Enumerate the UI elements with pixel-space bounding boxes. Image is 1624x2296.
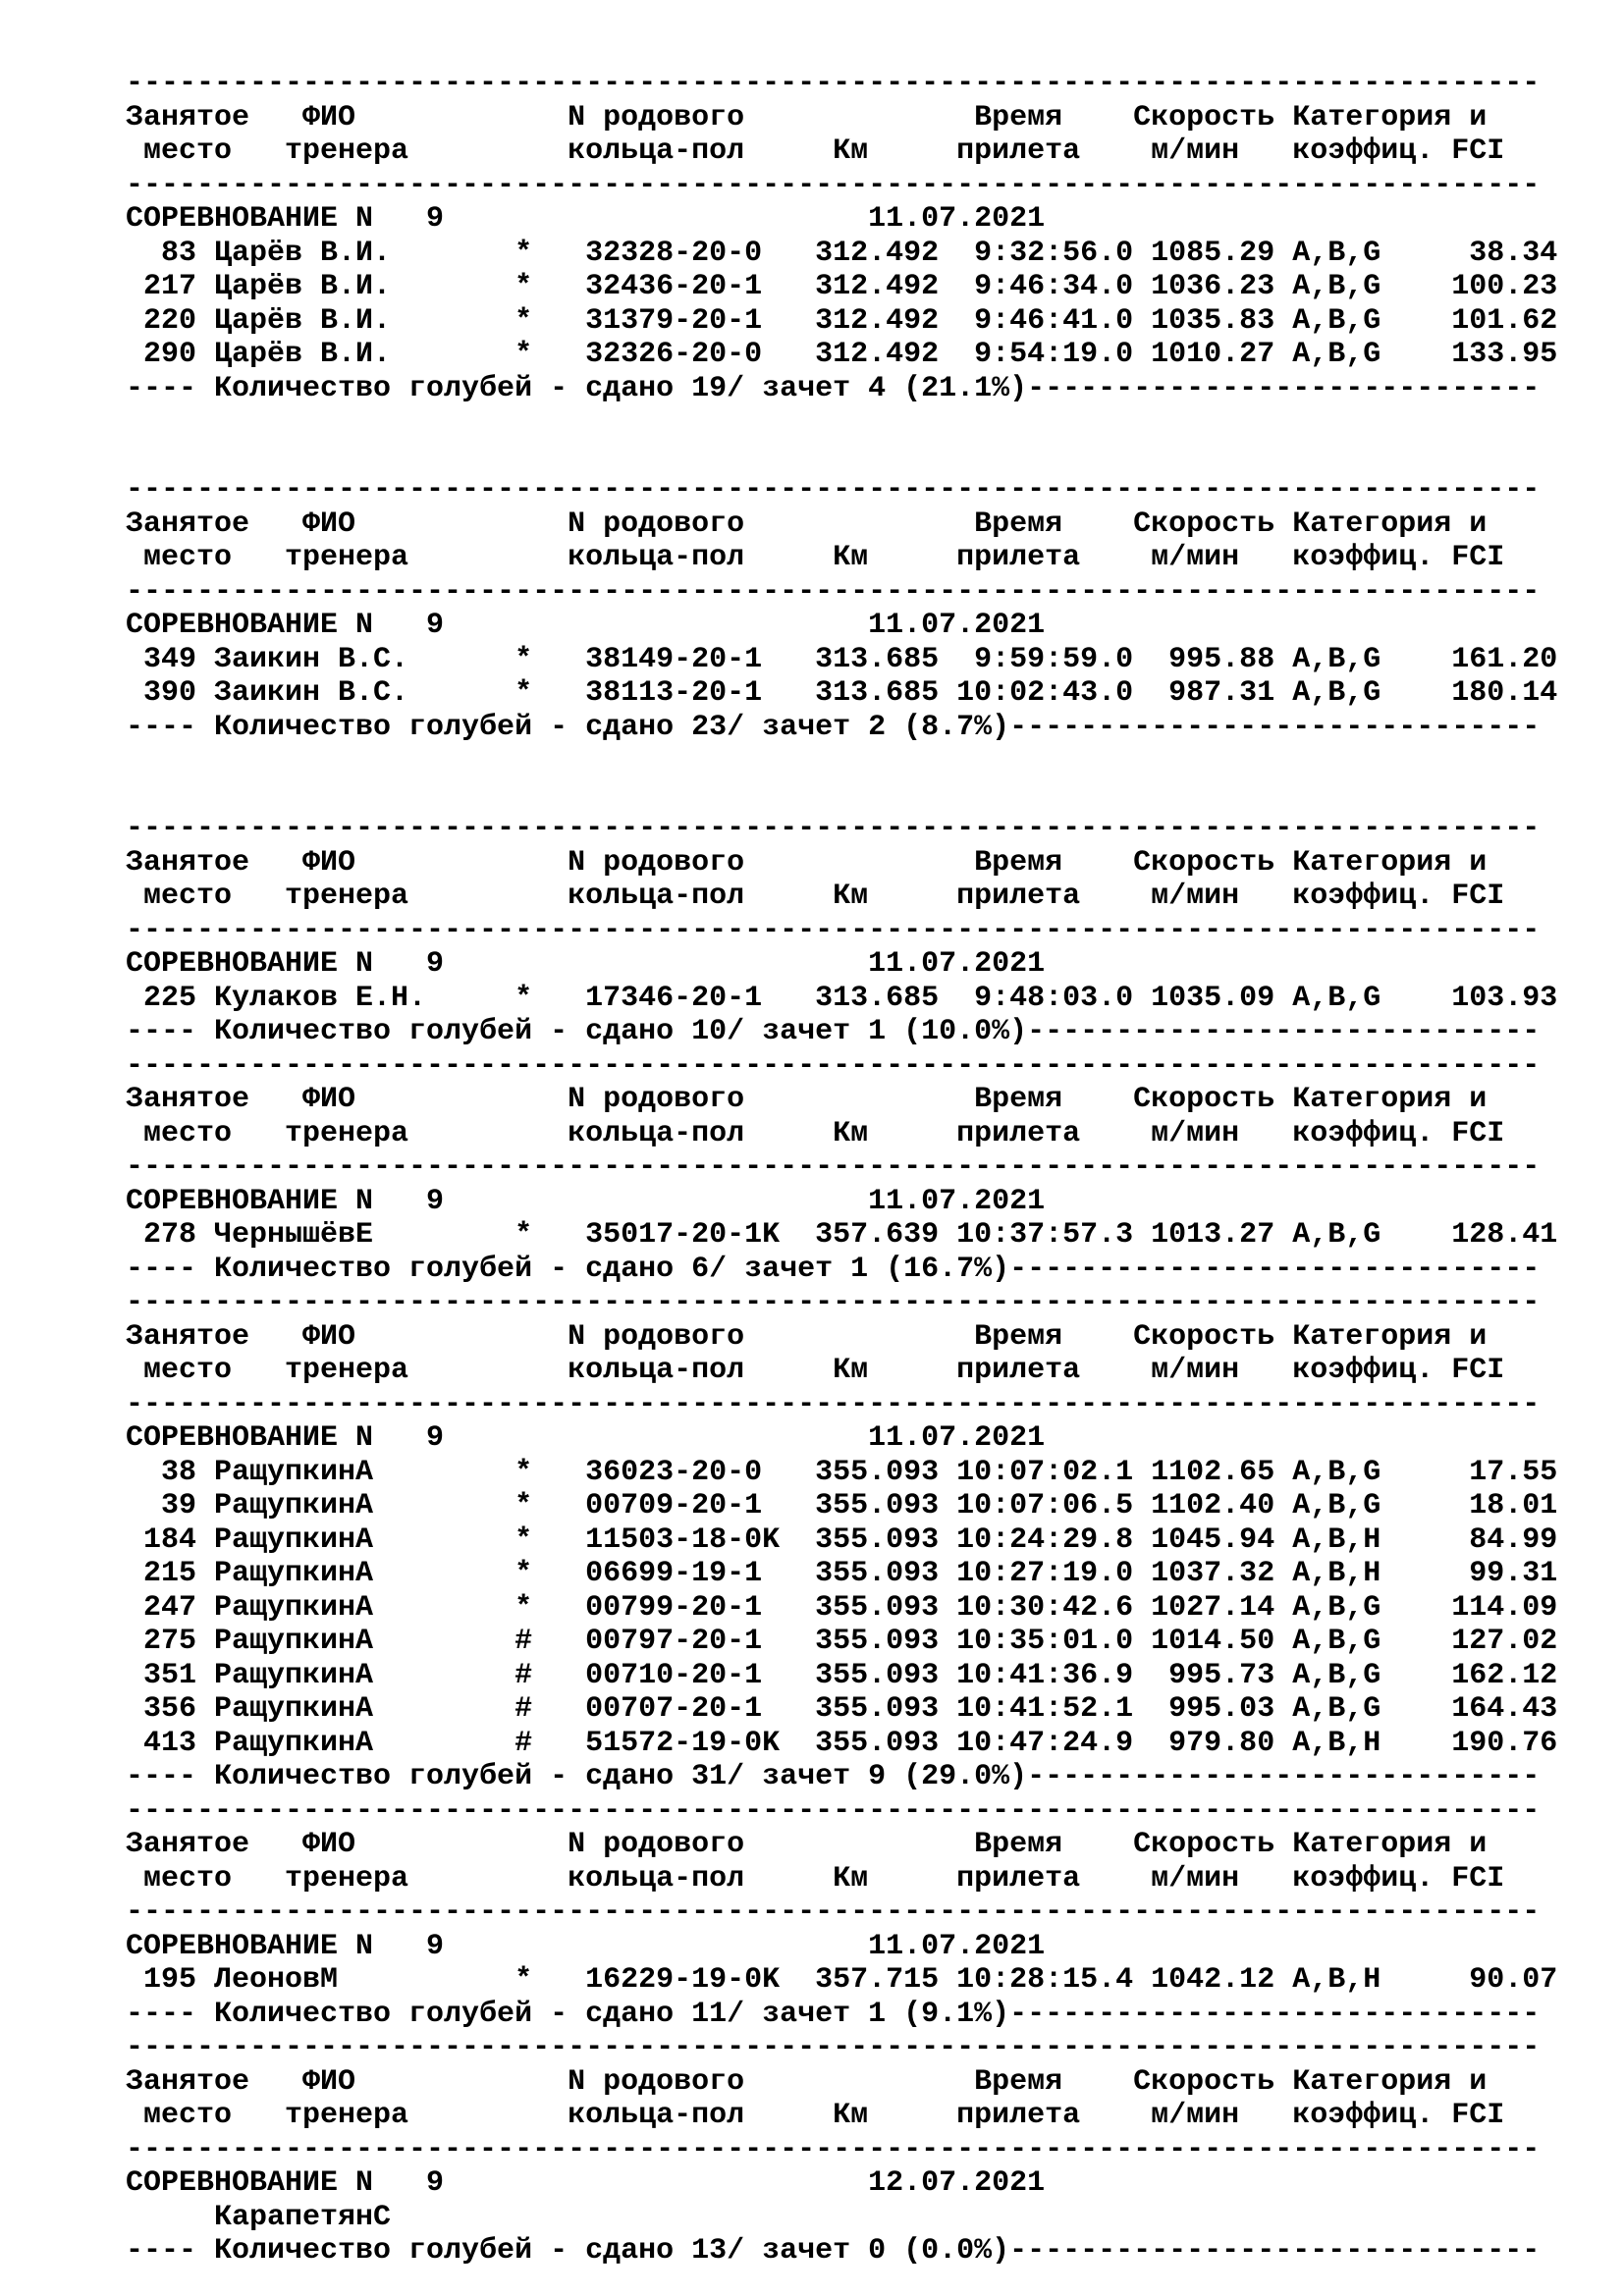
competition-line: СОРЕВНОВАНИЕ N 9 11.07.2021	[126, 947, 1046, 981]
header-line-2: место тренера кольца-пол Км прилета м/мин коэффиц. FCI	[126, 541, 1505, 574]
header-line-1: Занятое ФИО N родового Время Скорость Категория и	[126, 1828, 1488, 1861]
header-dash-line: --------------------------------------------------------------------------------	[126, 2132, 1541, 2166]
result-row: 413 РащупкинА # 51572-19-0K 355.093 10:47:24.9 979.80 A,B,H 190.76	[126, 1726, 1558, 1760]
header-line-1: Занятое ФИО N родового Время Скорость Категория и	[126, 2064, 1488, 2099]
blank-line	[126, 440, 1557, 474]
header-line-1: Занятое ФИО N родового Время Скорость Категория и	[126, 100, 1488, 134]
report-document	[126, 67, 1557, 2269]
header-dash-line: --------------------------------------------------------------------------------	[126, 67, 1541, 100]
header-line-1: Занятое ФИО N родового Время Скорость Категория и	[126, 1083, 1488, 1116]
header-dash-line: --------------------------------------------------------------------------------	[126, 1896, 1541, 1929]
result-row: 220 Царёв В.И. * 31379-20-1 312.492 9:46:41.0 1035.83 A,B,G 101.62	[126, 303, 1558, 338]
result-row: 38 РащупкинА * 36023-20-0 355.093 10:07:02.1 1102.65 A,B,G 17.55	[126, 1455, 1558, 1489]
header-line-1: Занятое ФИО N родового Время Скорость Категория и	[126, 507, 1488, 541]
summary-line: ---- Количество голубей - сдано 19/ зачет 4 (21.1%)-----------------------------	[126, 371, 1541, 405]
summary-line: ---- Количество голубей - сдано 13/ зачет 0 (0.0%)------------------------------	[126, 2234, 1541, 2268]
header-line-1: Занятое ФИО N родового Время Скорость Категория и	[126, 1319, 1488, 1354]
summary-line: ---- Количество голубей - сдано 23/ зачет 2 (8.7%)------------------------------	[126, 710, 1541, 744]
result-row: 184 РащупкинА * 11503-18-0K 355.093 10:24:29.8 1045.94 A,B,H 84.99	[126, 1522, 1558, 1557]
competition-line: СОРЕВНОВАНИЕ N 9 11.07.2021	[126, 202, 1046, 236]
summary-line: ---- Количество голубей - сдано 10/ зачет 1 (10.0%)-----------------------------	[126, 1015, 1541, 1048]
header-line-2: место тренера кольца-пол Км прилета м/мин коэффиц. FCI	[126, 880, 1505, 913]
result-row: 195 ЛеоновМ * 16229-19-0K 357.715 10:28:15.4 1042.12 A,B,H 90.07	[126, 1963, 1558, 1997]
result-row: 247 РащупкинА * 00799-20-1 355.093 10:30:42.6 1027.14 A,B,G 114.09	[126, 1590, 1558, 1625]
header-dash-line: --------------------------------------------------------------------------------	[126, 574, 1541, 609]
summary-line: ---- Количество голубей - сдано 6/ зачет 1 (16.7%)------------------------------	[126, 1252, 1541, 1286]
header-dash-line: --------------------------------------------------------------------------------	[126, 1286, 1541, 1319]
result-row: 217 Царёв В.И. * 32436-20-1 312.492 9:46:34.0 1036.23 A,B,G 100.23	[126, 270, 1558, 303]
result-row: 351 РащупкинА # 00710-20-1 355.093 10:41:36.9 995.73 A,B,G 162.12	[126, 1658, 1558, 1692]
result-row: 225 Кулаков Е.Н. * 17346-20-1 313.685 9:48:03.0 1035.09 A,B,G 103.93	[126, 981, 1558, 1015]
result-row: 290 Царёв В.И. * 32326-20-0 312.492 9:54:19.0 1010.27 A,B,G 133.95	[126, 338, 1558, 371]
header-line-2: место тренера кольца-пол Км прилета м/мин коэффиц. FCI	[126, 1354, 1505, 1387]
result-row: 215 РащупкинА * 06699-19-1 355.093 10:27:19.0 1037.32 A,B,H 99.31	[126, 1557, 1558, 1590]
summary-line: ---- Количество голубей - сдано 31/ зачет 9 (29.0%)-----------------------------	[126, 1760, 1541, 1793]
header-line-2: место тренера кольца-пол Км прилета м/мин коэффиц. FCI	[126, 1861, 1505, 1896]
result-row: 39 РащупкинА * 00709-20-1 355.093 10:07:06.5 1102.40 A,B,G 18.01	[126, 1489, 1558, 1522]
blank-line	[126, 778, 1557, 813]
header-dash-line: --------------------------------------------------------------------------------	[126, 1048, 1541, 1083]
header-line-2: место тренера кольца-пол Км прилета м/мин коэффиц. FCI	[126, 134, 1505, 168]
blank-line	[126, 405, 1557, 440]
result-row: 278 ЧернышёвЕ * 35017-20-1K 357.639 10:37:57.3 1013.27 A,B,G 128.41	[126, 1218, 1558, 1252]
result-row: КарапетянС	[126, 2200, 392, 2234]
header-dash-line: --------------------------------------------------------------------------------	[126, 1793, 1541, 1828]
header-dash-line: --------------------------------------------------------------------------------	[126, 1150, 1541, 1184]
header-dash-line: --------------------------------------------------------------------------------	[126, 2031, 1541, 2064]
header-dash-line: --------------------------------------------------------------------------------	[126, 168, 1541, 202]
header-line-2: место тренера кольца-пол Км прилета м/мин коэффиц. FCI	[126, 1116, 1505, 1150]
header-line-2: место тренера кольца-пол Км прилета м/мин коэффиц. FCI	[126, 2099, 1505, 2132]
competition-line: СОРЕВНОВАНИЕ N 9 11.07.2021	[126, 609, 1046, 642]
blank-line	[126, 744, 1557, 778]
summary-line: ---- Количество голубей - сдано 11/ зачет 1 (9.1%)------------------------------	[126, 1997, 1541, 2031]
result-row: 83 Царёв В.И. * 32328-20-0 312.492 9:32:56.0 1085.29 A,B,G 38.34	[126, 236, 1558, 270]
header-dash-line: --------------------------------------------------------------------------------	[126, 913, 1541, 947]
header-line-1: Занятое ФИО N родового Время Скорость Категория и	[126, 845, 1488, 880]
header-dash-line: --------------------------------------------------------------------------------	[126, 812, 1541, 845]
header-dash-line: --------------------------------------------------------------------------------	[126, 473, 1541, 507]
competition-line: СОРЕВНОВАНИЕ N 9 12.07.2021	[126, 2166, 1046, 2200]
result-row: 275 РащупкинА # 00797-20-1 355.093 10:35:01.0 1014.50 A,B,G 127.02	[126, 1625, 1558, 1658]
header-dash-line: --------------------------------------------------------------------------------	[126, 1387, 1541, 1421]
result-row: 349 Заикин В.С. * 38149-20-1 313.685 9:59:59.0 995.88 A,B,G 161.20	[126, 642, 1558, 676]
competition-line: СОРЕВНОВАНИЕ N 9 11.07.2021	[126, 1184, 1046, 1218]
result-row: 356 РащупкинА # 00707-20-1 355.093 10:41:52.1 995.03 A,B,G 164.43	[126, 1692, 1558, 1726]
competition-line: СОРЕВНОВАНИЕ N 9 11.07.2021	[126, 1929, 1046, 1963]
competition-line: СОРЕВНОВАНИЕ N 9 11.07.2021	[126, 1421, 1046, 1455]
result-row: 390 Заикин В.С. * 38113-20-1 313.685 10:02:43.0 987.31 A,B,G 180.14	[126, 676, 1558, 710]
